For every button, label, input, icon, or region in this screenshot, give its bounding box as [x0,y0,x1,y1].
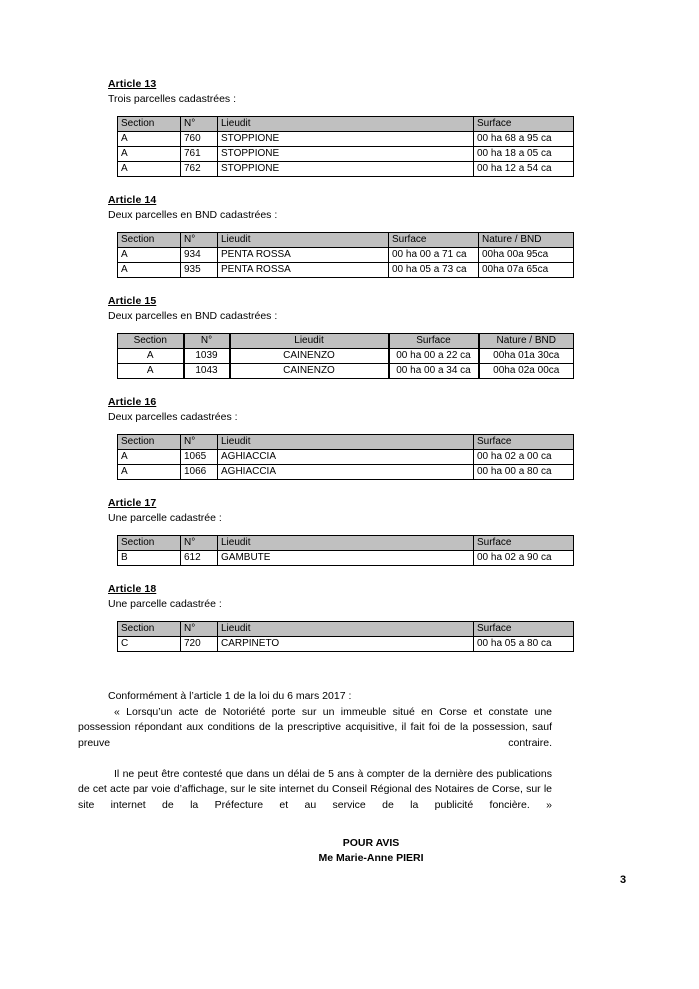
section-spacer [108,177,574,194]
table-header-row [118,233,574,248]
column-header: Nature / BND [479,334,574,349]
article-section [108,78,574,194]
table-row [118,465,574,480]
article-intro: Deux parcelles en BND cadastrées : [108,310,278,322]
table-cell: 00 ha 00 a 80 ca [474,465,574,480]
table-cell: 00ha 07a 65ca [479,263,574,278]
table-cell: A [118,147,181,162]
column-header: Section [118,536,181,551]
table-cell: CAINENZO [230,364,389,379]
column-header: Section [118,334,184,349]
table-cell: 00ha 02a 00ca [479,364,574,379]
table-cell: 1043 [184,364,230,379]
table-header-row [118,334,574,349]
table-row [118,162,574,177]
column-header: Section [118,233,181,248]
column-header: Surface [389,334,479,349]
signature-name: Me Marie-Anne PIERI [318,851,424,864]
column-header: Section [118,435,181,450]
table-cell: A [118,132,181,147]
section-spacer [108,652,574,669]
table-cell: A [118,364,184,379]
table-cell: STOPPIONE [218,132,474,147]
table-cell: A [118,450,181,465]
cadastral-table [117,434,574,480]
article-heading: Article 14 [108,194,157,206]
table-cell: 761 [181,147,218,162]
table-cell: 00 ha 00 a 22 ca [389,349,479,364]
table-row [118,450,574,465]
article-intro: Deux parcelles en BND cadastrées : [108,209,278,221]
table-cell: C [118,637,181,652]
article-intro: Une parcelle cadastrée : [108,512,222,524]
column-header: Surface [474,435,574,450]
table-cell: 00 ha 68 a 95 ca [474,132,574,147]
table-cell: 762 [181,162,218,177]
table-cell: 00 ha 00 a 34 ca [389,364,479,379]
table-cell: STOPPIONE [218,162,474,177]
table-cell: A [118,248,181,263]
column-header: N° [184,334,230,349]
article-intro: Deux parcelles cadastrées : [108,411,238,423]
section-spacer [108,566,574,583]
column-header: Nature / BND [479,233,574,248]
table-cell: A [118,162,181,177]
column-header: Surface [474,117,574,132]
article-intro: Trois parcelles cadastrées : [108,93,236,105]
table-cell: 00 ha 12 a 54 ca [474,162,574,177]
cadastral-table [117,116,574,177]
article-section [108,497,574,583]
article-heading: Article 15 [108,295,157,307]
column-header: N° [181,435,218,450]
table-cell: PENTA ROSSA [218,263,389,278]
column-header: Lieudit [218,622,474,637]
article-intro: Une parcelle cadastrée : [108,598,222,610]
table-row [118,147,574,162]
table-cell: 1039 [184,349,230,364]
table-cell: 934 [181,248,218,263]
cadastral-table [117,621,574,652]
table-header-row [118,622,574,637]
table-cell: A [118,465,181,480]
article-section [108,295,574,396]
table-cell: CARPINETO [218,637,474,652]
table-row [118,132,574,147]
table-row [118,637,574,652]
column-header: Surface [389,233,479,248]
table-row [118,551,574,566]
column-header: Lieudit [218,435,474,450]
table-cell: 1066 [181,465,218,480]
column-header: Surface [474,622,574,637]
table-cell: A [118,263,181,278]
column-header: Lieudit [230,334,389,349]
table-cell: 00 ha 05 a 73 ca [389,263,479,278]
column-header: Lieudit [218,233,389,248]
closing-line-3: Il ne peut être contesté que dans un délai de 5 ans à compter de la dernière des publications de cet acte par voie d’affichage, sur le site internet du Conseil Régional des Notaires de Corse, sur le site internet de la Préfecture et au service de la publicité foncière. » [78,767,552,811]
article-heading: Article 16 [108,396,157,408]
signature-title: POUR AVIS [342,836,400,849]
table-cell: 720 [181,637,218,652]
column-header: N° [181,233,218,248]
table-cell: CAINENZO [230,349,389,364]
article-heading: Article 13 [108,78,157,90]
table-row [118,364,574,379]
table-cell: AGHIACCIA [218,450,474,465]
table-cell: 00ha 01a 30ca [479,349,574,364]
table-cell: 612 [181,551,218,566]
article-section [108,396,574,497]
table-cell: 00 ha 00 a 71 ca [389,248,479,263]
table-header-row [118,117,574,132]
table-cell: 00ha 00a 95ca [479,248,574,263]
table-cell: A [118,349,184,364]
table-cell: STOPPIONE [218,147,474,162]
table-cell: 00 ha 02 a 90 ca [474,551,574,566]
closing-line-2: « Lorsqu’un acte de Notoriété porte sur un immeuble situé en Corse et constate une possession répondant aux conditions de la prescriptive acquisitive, il fait foi de la possession, sauf preuve contraire. [78,705,552,749]
article-section [108,583,574,669]
table-cell: AGHIACCIA [218,465,474,480]
section-spacer [108,379,574,396]
table-cell: 760 [181,132,218,147]
article-heading: Article 18 [108,583,157,595]
table-cell: 935 [181,263,218,278]
column-header: Section [118,622,181,637]
cadastral-table [117,232,574,278]
closing-line-1: Conformément à l’article 1 de la loi du 6 mars 2017 : [108,690,352,702]
table-cell: B [118,551,181,566]
article-heading: Article 17 [108,497,157,509]
signature-block [78,836,552,866]
table-row [118,263,574,278]
table-cell: 00 ha 18 a 05 ca [474,147,574,162]
articles-container [108,78,574,669]
table-cell: GAMBUTE [218,551,474,566]
section-spacer [108,480,574,497]
table-row [118,248,574,263]
page-number: 3 [620,874,627,886]
article-section [108,194,574,295]
page-content [78,78,574,866]
column-header: Section [118,117,181,132]
table-row [118,349,574,364]
cadastral-table [117,535,574,566]
table-cell: 00 ha 02 a 00 ca [474,450,574,465]
column-header: N° [181,536,218,551]
cadastral-table [117,333,574,379]
column-header: Surface [474,536,574,551]
column-header: Lieudit [218,117,474,132]
column-header: N° [181,622,218,637]
table-cell: 1065 [181,450,218,465]
table-header-row [118,435,574,450]
section-spacer [108,278,574,295]
table-cell: PENTA ROSSA [218,248,389,263]
table-header-row [118,536,574,551]
column-header: Lieudit [218,536,474,551]
table-cell: 00 ha 05 a 80 ca [474,637,574,652]
closing-legal-text [78,689,552,829]
column-header: N° [181,117,218,132]
